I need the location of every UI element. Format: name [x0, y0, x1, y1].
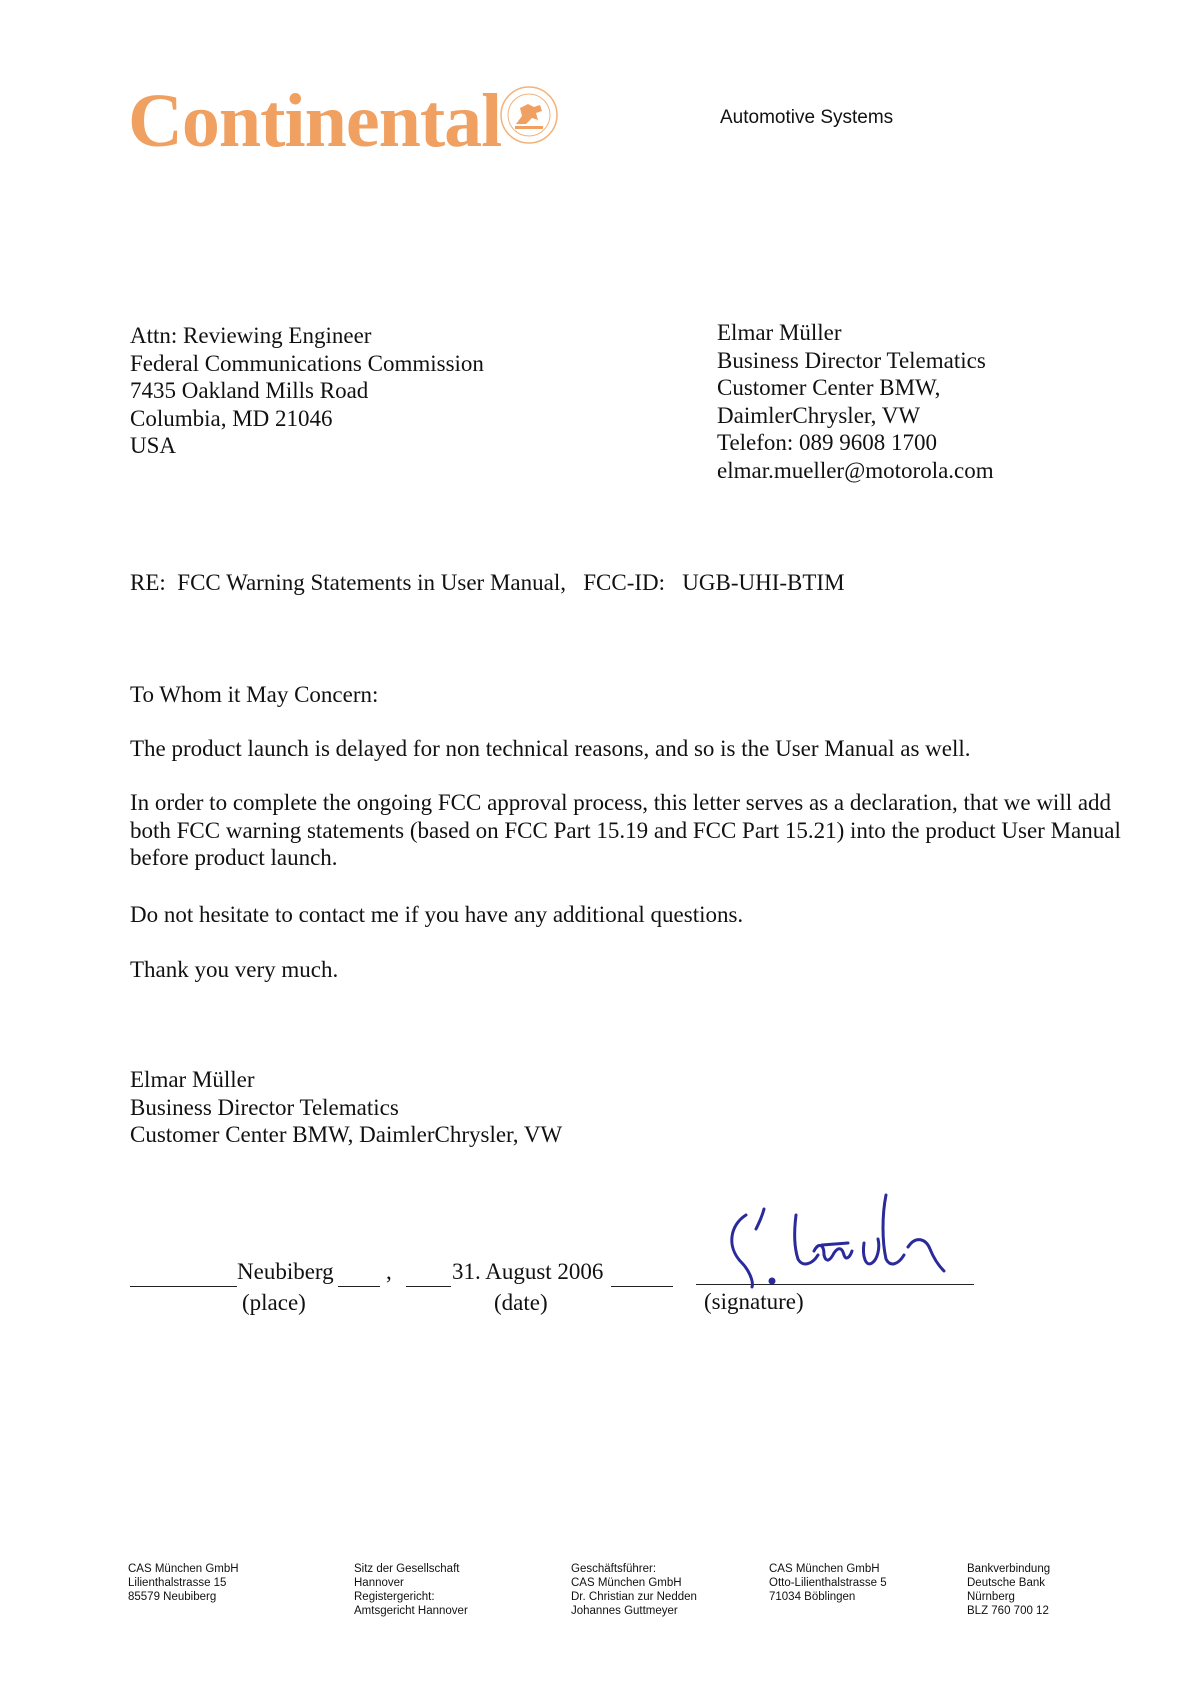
sender-line: Business Director Telematics: [717, 347, 986, 373]
footer-line: Otto-Lilienthalstrasse 5: [769, 1577, 887, 1589]
sender-address: [717, 319, 994, 484]
recipient-line: Columbia, MD 21046: [130, 405, 333, 431]
body-paragraph: Do not hesitate to contact me if you have any additional questions.: [130, 902, 744, 927]
company-logo: [128, 76, 501, 166]
logo-text: Continental: [128, 79, 502, 163]
signature-label: (signature): [704, 1289, 804, 1314]
footer-column: [354, 1562, 534, 1617]
footer-column: [571, 1562, 751, 1617]
place-underline-right: [338, 1286, 380, 1287]
footer-line: CAS München GmbH: [128, 1563, 239, 1575]
date-underline-left: [406, 1286, 451, 1287]
footer-line: 71034 Böblingen: [769, 1591, 856, 1603]
place-separator: ,: [386, 1259, 392, 1284]
sender-line: Telefon: 089 9608 1700: [717, 430, 938, 455]
sender-line: Elmar Müller: [717, 320, 842, 345]
division-name: Automotive Systems: [720, 107, 894, 128]
footer-column: [967, 1562, 1147, 1617]
sender-line: DaimlerChrysler, VW: [717, 402, 921, 428]
footer-line: Deutsche Bank: [967, 1577, 1045, 1589]
footer-line: Nürnberg: [967, 1591, 1015, 1603]
date-value: 31. August 2006: [452, 1259, 604, 1284]
greeting: To Whom it May Concern:: [130, 682, 379, 707]
footer-line: Bankverbindung: [967, 1563, 1051, 1575]
footer-line: BLZ 760 700 12: [967, 1605, 1049, 1617]
subject-line: RE: FCC Warning Statements in User Manual, FCC-ID: UGB-UHI-BTIM: [130, 570, 845, 595]
closing-line: Thank you very much.: [130, 957, 339, 982]
sender-email: elmar.mueller@motorola.com: [717, 457, 994, 483]
place-underline-left: [130, 1286, 237, 1287]
body-paragraph: In order to complete the ongoing FCC approval process, this letter serves as a declaration, that we will add both FCC warning statements (based on FCC Part 15.19 and FCC Part 15.21) into the product User Manual before product launch.: [130, 790, 1121, 870]
recipient-line: USA: [130, 433, 177, 458]
body-paragraph: The product launch is delayed for non technical reasons, and so is the User Manual as well.: [130, 736, 971, 761]
recipient-line: 7435 Oakland Mills Road: [130, 378, 369, 403]
place-label: (place): [242, 1290, 306, 1315]
sender-line: Customer Center BMW,: [717, 375, 941, 400]
footer-line: Hannover: [354, 1577, 404, 1589]
signer-department: Customer Center BMW, DaimlerChrysler, VW: [130, 1122, 563, 1147]
date-underline-right: [611, 1286, 673, 1287]
date-label: (date): [494, 1290, 548, 1315]
footer-line: Dr. Christian zur Nedden: [571, 1591, 697, 1603]
footer-line: Sitz der Gesellschaft: [354, 1563, 460, 1575]
footer-line: CAS München GmbH: [571, 1577, 682, 1589]
footer-line: 85579 Neubiberg: [128, 1591, 217, 1603]
recipient-line: Federal Communications Commission: [130, 350, 484, 376]
footer-line: Registergericht:: [354, 1591, 435, 1603]
footer-line: Johannes Guttmeyer: [571, 1605, 678, 1617]
footer-line: Amtsgericht Hannover: [354, 1605, 468, 1617]
signer-title: Business Director Telematics: [130, 1094, 399, 1120]
footer-line: CAS München GmbH: [769, 1563, 880, 1575]
footer-line: Lilienthalstrasse 15: [128, 1577, 227, 1589]
signer-name: Elmar Müller: [130, 1067, 255, 1092]
signature-block: [130, 1066, 562, 1149]
recipient-line: Attn: Reviewing Engineer: [130, 323, 372, 348]
footer-column: [769, 1562, 949, 1612]
footer-line: Geschäftsführer:: [571, 1563, 657, 1575]
footer-column: [128, 1562, 308, 1612]
handwritten-signature: [712, 1185, 1002, 1295]
recipient-address: [130, 322, 484, 460]
horse-seal-icon: [498, 84, 560, 146]
place-value: Neubiberg: [237, 1259, 334, 1284]
